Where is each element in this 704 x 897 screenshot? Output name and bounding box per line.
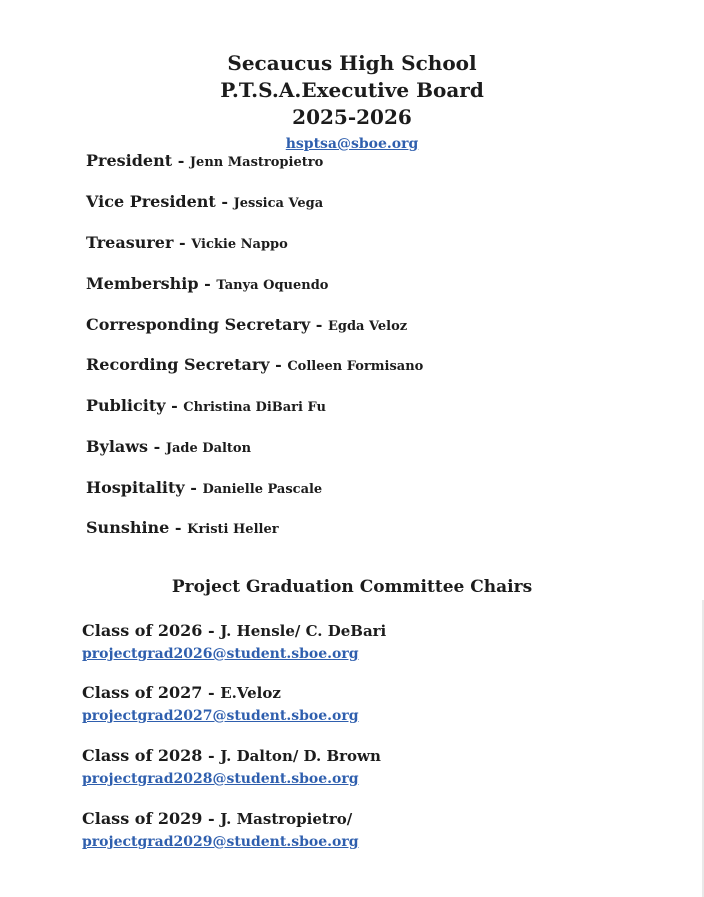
board-member-membership xyxy=(86,274,328,293)
separator: - xyxy=(202,621,221,640)
school-year: 2025-2026 xyxy=(292,105,412,129)
board-member-hospitality xyxy=(86,478,322,497)
member-name: Tanya Oquendo xyxy=(216,278,329,293)
class-2029-entry xyxy=(82,809,359,850)
class-label: Class of 2029 xyxy=(82,809,203,828)
separator: - xyxy=(172,151,190,170)
school-name: Secaucus High School xyxy=(227,51,477,75)
class-chairs: J. Mastropietro/ xyxy=(220,810,353,828)
board-member-treasurer xyxy=(86,233,288,252)
role-label: Publicity xyxy=(86,396,166,415)
class-label: Class of 2028 xyxy=(82,746,203,765)
separator: - xyxy=(202,809,221,828)
separator: - xyxy=(310,315,328,334)
separator: - xyxy=(169,518,188,537)
member-name: Jade Dalton xyxy=(165,441,252,456)
role-label: Hospitality xyxy=(86,478,185,497)
separator: - xyxy=(148,437,166,456)
class-2028-entry xyxy=(82,746,381,787)
class-email xyxy=(82,831,359,850)
committee-title: Project Graduation Committee Chairs xyxy=(171,577,533,597)
board-member-corresponding-secretary xyxy=(86,315,407,334)
board-email-link[interactable]: hsptsa@sboe.org xyxy=(285,136,419,152)
class-chairs: E.Veloz xyxy=(220,684,281,702)
class-label: Class of 2026 xyxy=(82,621,203,640)
separator: - xyxy=(173,233,192,252)
board-title: P.T.S.A.Executive Board xyxy=(220,78,484,102)
role-label: Vice President xyxy=(86,192,216,211)
board-member-president xyxy=(86,151,323,170)
role-label: Corresponding Secretary xyxy=(86,315,311,334)
role-label: Sunshine xyxy=(86,518,170,537)
class-2027-entry xyxy=(82,683,359,724)
member-name: Kristi Heller xyxy=(187,522,279,537)
member-name: Jessica Vega xyxy=(233,196,324,211)
role-label: Treasurer xyxy=(86,233,174,252)
class-email xyxy=(82,643,386,662)
class-email xyxy=(82,705,359,724)
member-name: Christina DiBari Fu xyxy=(183,400,326,415)
separator: - xyxy=(269,355,288,374)
separator: - xyxy=(165,396,184,415)
role-label: President xyxy=(86,151,173,170)
class-2026-entry xyxy=(82,621,386,662)
separator: - xyxy=(202,683,221,702)
separator: - xyxy=(202,746,221,765)
class-label: Class of 2027 xyxy=(82,683,203,702)
class-chairs: J. Hensle/ C. DeBari xyxy=(220,622,387,640)
role-label: Recording Secretary xyxy=(86,355,270,374)
board-member-bylaws xyxy=(86,437,251,456)
class-email-link[interactable]: projectgrad2026@student.sboe.org xyxy=(82,646,359,662)
board-member-publicity xyxy=(86,396,326,415)
board-member-sunshine xyxy=(86,518,279,537)
board-email xyxy=(0,133,704,152)
role-label: Membership xyxy=(86,274,199,293)
class-email-link[interactable]: projectgrad2027@student.sboe.org xyxy=(82,708,359,724)
member-name: Egda Veloz xyxy=(327,319,408,334)
board-member-recording-secretary xyxy=(86,355,423,374)
document-header xyxy=(0,50,704,131)
role-label: Bylaws xyxy=(86,437,149,456)
board-member-vice-president xyxy=(86,192,323,211)
member-name: Jenn Mastropietro xyxy=(189,155,324,170)
member-name: Colleen Formisano xyxy=(287,359,424,374)
class-chairs: J. Dalton/ D. Brown xyxy=(220,747,381,765)
member-name: Vickie Nappo xyxy=(191,237,288,252)
separator: - xyxy=(184,478,203,497)
separator: - xyxy=(215,192,234,211)
class-email-link[interactable]: projectgrad2028@student.sboe.org xyxy=(82,771,359,787)
class-email-link[interactable]: projectgrad2029@student.sboe.org xyxy=(82,834,359,850)
member-name: Danielle Pascale xyxy=(202,482,323,497)
class-email xyxy=(82,768,381,787)
separator: - xyxy=(198,274,217,293)
